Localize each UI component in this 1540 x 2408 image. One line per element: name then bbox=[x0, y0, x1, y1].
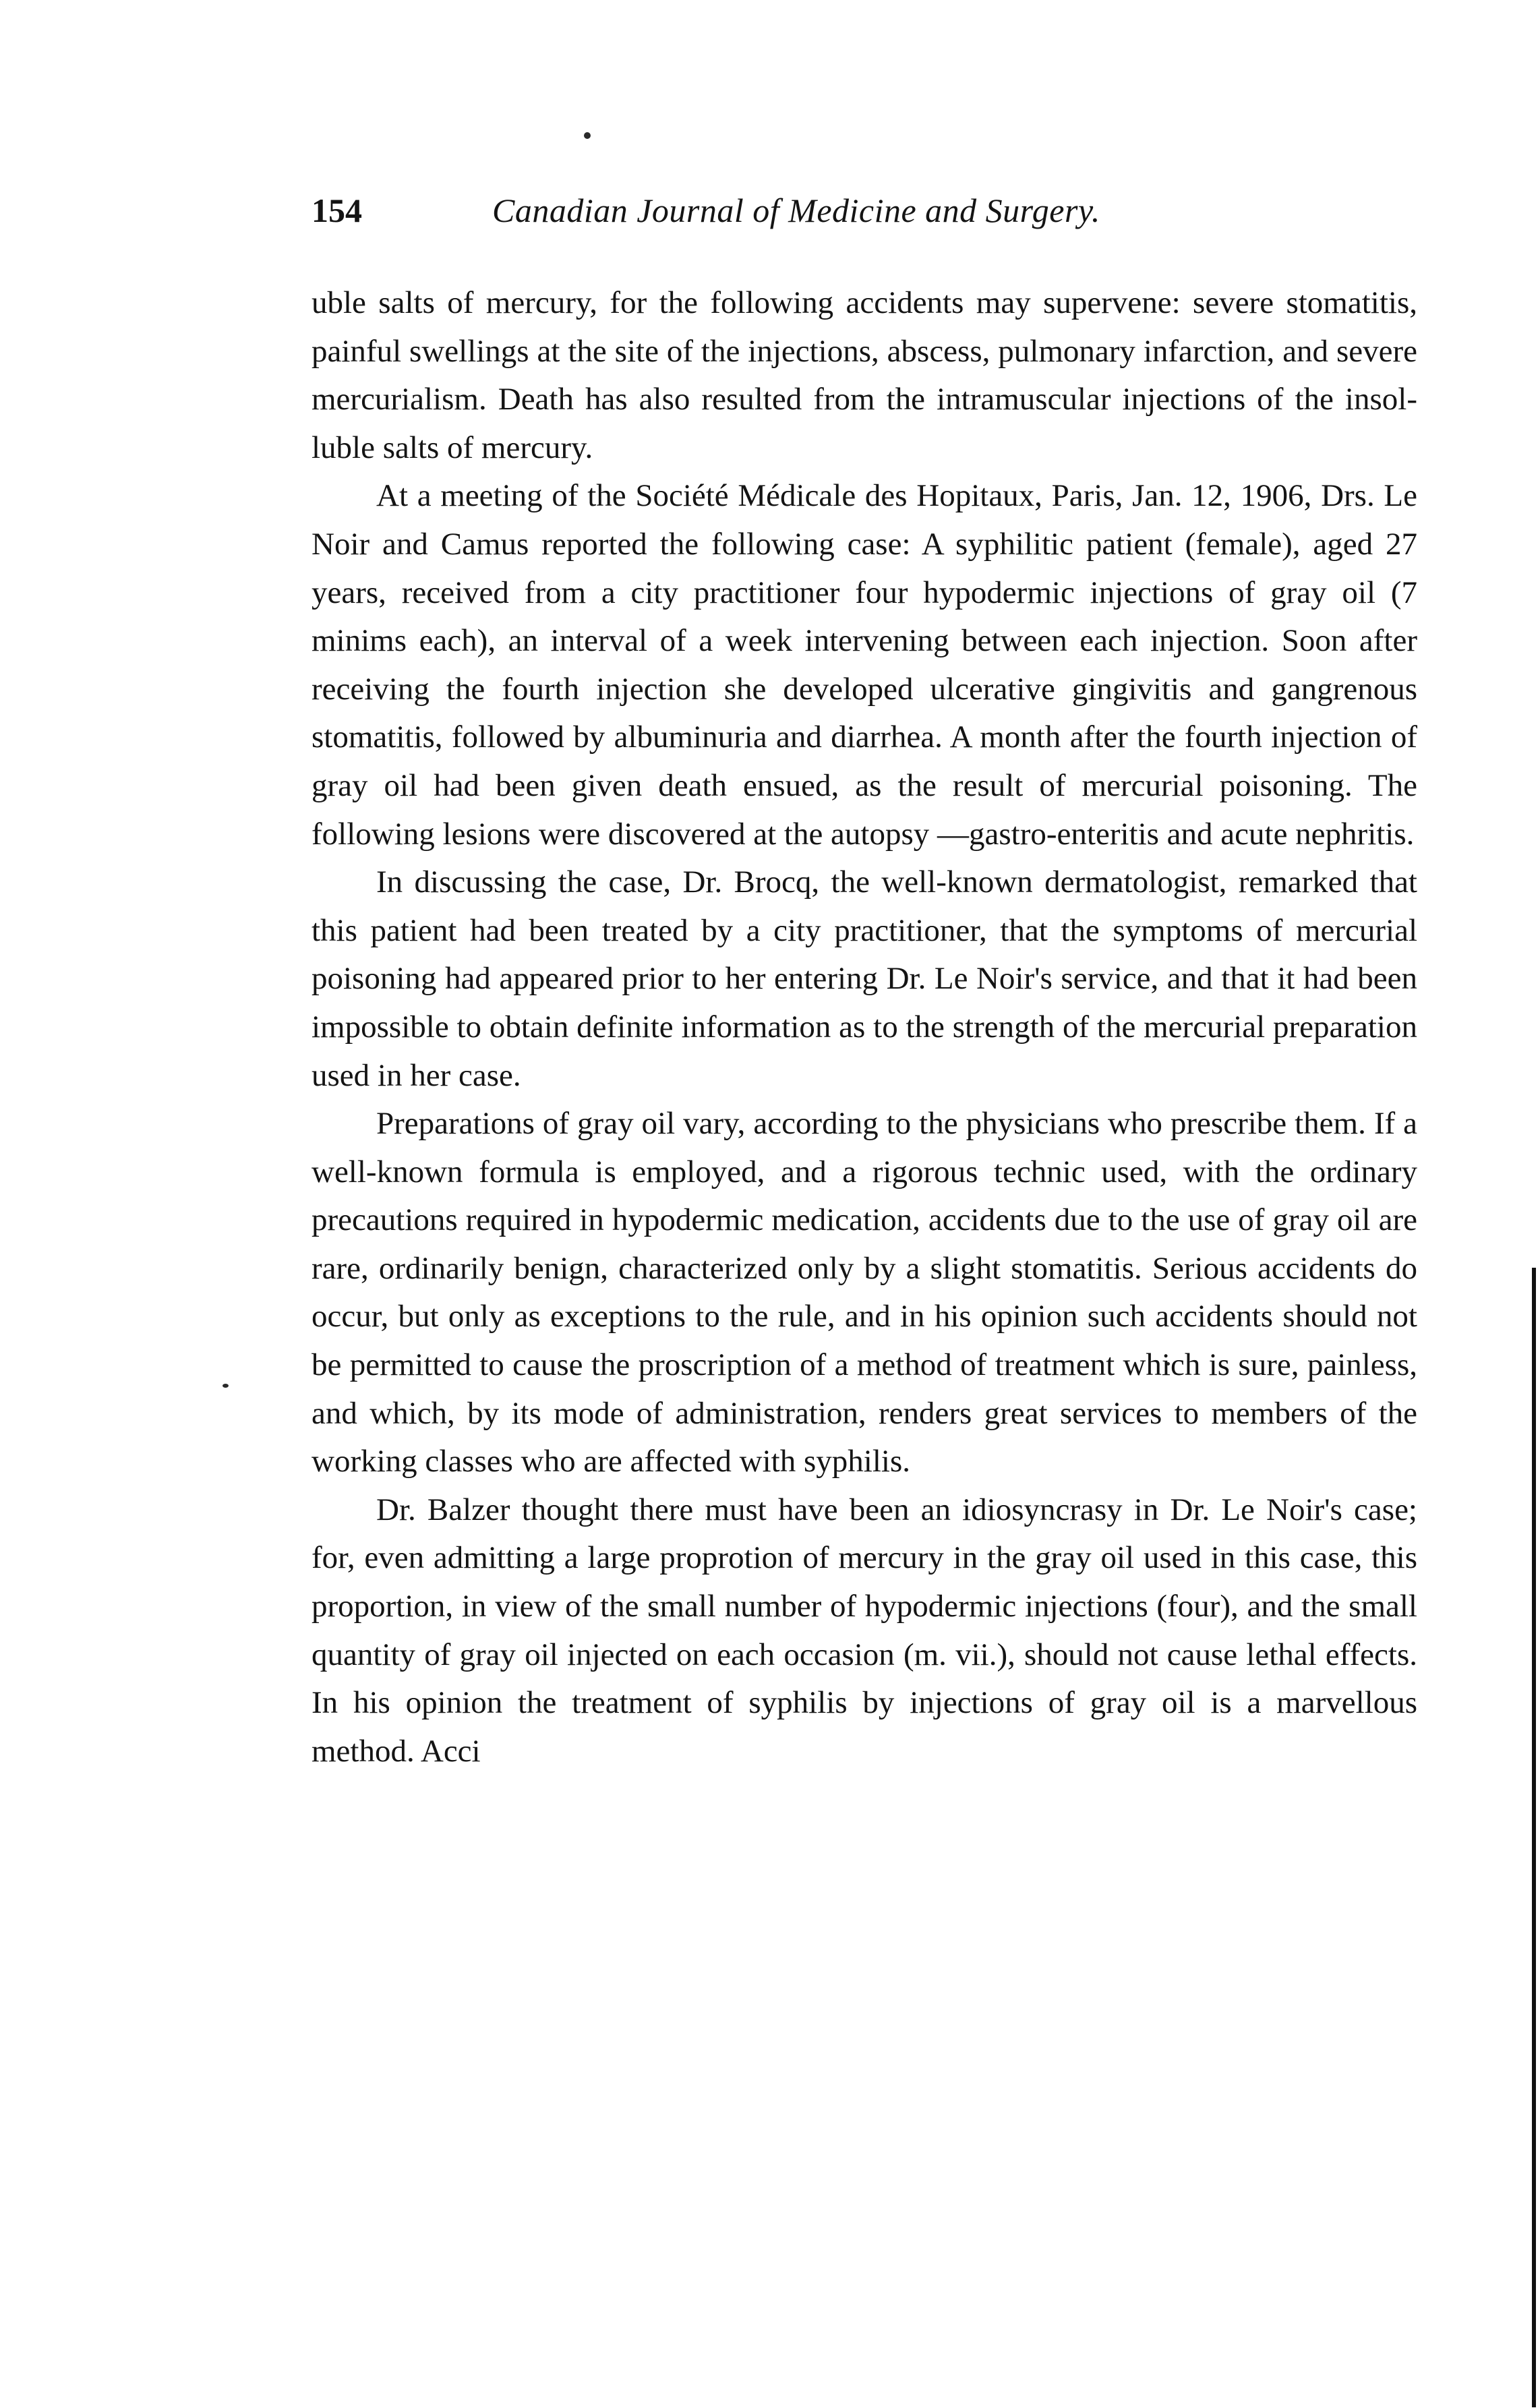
page-header bbox=[312, 183, 1255, 244]
running-title: Canadian Journal of Medicine and Surgery. bbox=[492, 192, 1100, 229]
body-text bbox=[312, 279, 1417, 1775]
paragraph: At a meeting of the Société Médicale des Hopitaux, Paris, Jan. 12, 1906, Drs. Le Noir and Camus reported the following case: A syphilitic patient (female), aged 27 years, received from a city practitioner four hypodermic injections of gray oil (7 minims each), an interval of a week intervening between each injection. Soon after receiving the fourth injection she developed ulcerative gingivitis and gangrenous stomatitis, followed by albuminuria and diarrhea. A month after the fourth injection of gray oil had been given death ensued, as the result of mercurial poisoning. The following lesions were discovered at the autopsy —gastro-enteritis and acute nephritis. bbox=[312, 478, 1417, 852]
ink-speck bbox=[223, 1384, 229, 1388]
ink-speck bbox=[584, 132, 591, 139]
page-edge-shadow bbox=[1532, 1268, 1536, 2407]
paragraph: In discussing the case, Dr. Brocq, the well-known dermatologist, remarked that this patient had been treated by a city practitioner, that the symptoms of mercurial poisoning had appeared prior to her entering Dr. Le Noir's service, and that it had been impossible to obtain definite information as to the strength of the mercurial preparation used in her case. bbox=[312, 864, 1417, 1093]
paragraph: Preparations of gray oil vary, according to the physicians who prescribe them. If a well-known formula is employed, and a rigorous technic used, with the ordinary precautions required in hypodermic medication, accidents due to the use of gray oil are rare, ordinarily benign, characterized only by a slight stomatitis. Serious accidents do occur, but only as exceptions to the rule, and in his opinion such accidents should not be permitted to cause the proscription of a method of treatment which is sure, painless, and which, by its mode of administration, renders great services to members of the working classes who are affected with syphilis. bbox=[312, 1106, 1417, 1479]
page-number: 154 bbox=[312, 192, 362, 229]
paragraph: Dr. Balzer thought there must have been an idiosyncrasy in Dr. Le Noir's case; for, even admitting a large proprotion of mercury in the gray oil used in this case, this proportion, in view of the small number of hypodermic injections (four), and the small quantity of gray oil injected on each occasion (m. vii.), should not cause lethal effects. In his opinion the treatment of syphilis by injections of gray oil is a marvellous method. Acci bbox=[312, 1492, 1417, 1769]
paragraph: uble salts of mercury, for the following accidents may supervene: severe stomatitis, painful swellings at the site of the injections, abscess, pulmonary infarction, and severe mercurialism. Death has also resulted from the intramuscular injections of the insolluble salts of mercury. bbox=[312, 285, 1417, 465]
